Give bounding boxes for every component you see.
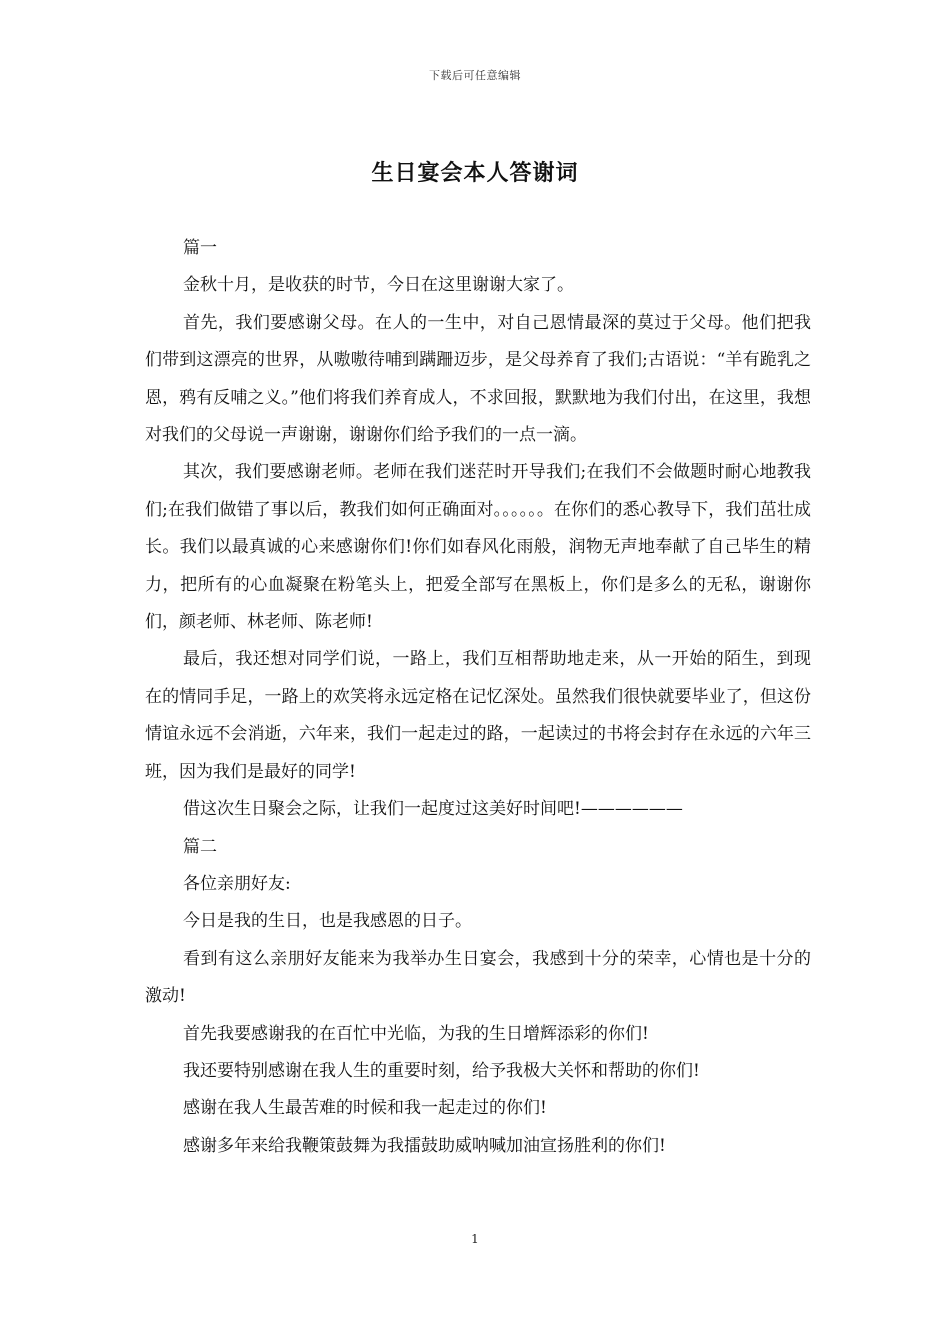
paragraph-thanks-attendance: 首先我要感谢我的在百忙中光临，为我的生日增辉添彩的你们!	[183, 1023, 649, 1044]
page-number: 1	[471, 1232, 479, 1246]
paragraph-thanks-care: 我还要特别感谢在我人生的重要时刻，给予我极大关怀和帮助的你们!	[183, 1060, 700, 1081]
paragraph-thanks-hardship: 感谢在我人生最苦难的时候和我一起走过的你们!	[183, 1098, 547, 1119]
paragraph-thank-parents: 首先，我们要感谢父母。在人的一生中，对自己恩情最深的莫过于父母。他们把我们带到这漂亮的世界，从嗷嗷待哺到蹒跚迈步，是父母养育了我们;古语说：“羊有跪乳之恩，鸦有反哺之义。”他们将我们养育成人，不求回报，默默地为我们付出，在这里，我想对我们的父母说一声谢谢，谢谢你们给予我们的一点一滴。	[145, 312, 811, 446]
paragraph-birthday: 今日是我的生日，也是我感恩的日子。	[183, 911, 472, 932]
paragraph-greeting: 各位亲朋好友:	[183, 873, 291, 894]
document-body	[145, 230, 811, 1165]
section-heading-1: 篇一	[183, 238, 217, 258]
paragraph-thanks-encouragement: 感谢多年来给我鞭策鼓舞为我擂鼓助威呐喊加油宣扬胜利的你们!	[183, 1135, 666, 1156]
paragraph-thank-teachers: 其次，我们要感谢老师。老师在我们迷茫时开导我们;在我们不会做题时耐心地教我们;在我们做错了事以后，教我们如何正确面对。。。。。。在你们的悉心教导下，我们茁壮成长。我们以最真诚的心来感谢你们!你们如春风化雨般，润物无声地奉献了自己毕生的精力，把所有的心血凝聚在粉笔头上，把爱全部写在黑板上，你们是多么的无私，谢谢你们，颜老师、林老师、陈老师!	[145, 462, 811, 633]
paragraph-honored: 看到有这么亲朋好友能来为我举办生日宴会，我感到十分的荣幸，心情也是十分的激动!	[145, 948, 811, 1007]
paragraph-thank-classmates: 最后，我还想对同学们说，一路上，我们互相帮助地走来，从一开始的陌生，到现在的情同手足，一路上的欢笑将永远定格在记忆深处。虽然我们很快就要毕业了，但这份情谊永远不会消逝，六年来，我们一起走过的路，一起读过的书将会封存在永远的六年三班，因为我们是最好的同学!	[145, 649, 811, 782]
header-note: 下载后可任意编辑	[429, 69, 521, 82]
paragraph-opening: 金秋十月，是收获的时节，今日在这里谢谢大家了。	[183, 275, 574, 296]
paragraph-closing: 借这次生日聚会之际，让我们一起度过这美好时间吧!——————	[183, 799, 683, 820]
section-heading-2: 篇二	[183, 836, 217, 857]
document-title: 生日宴会本人答谢词	[371, 160, 579, 186]
